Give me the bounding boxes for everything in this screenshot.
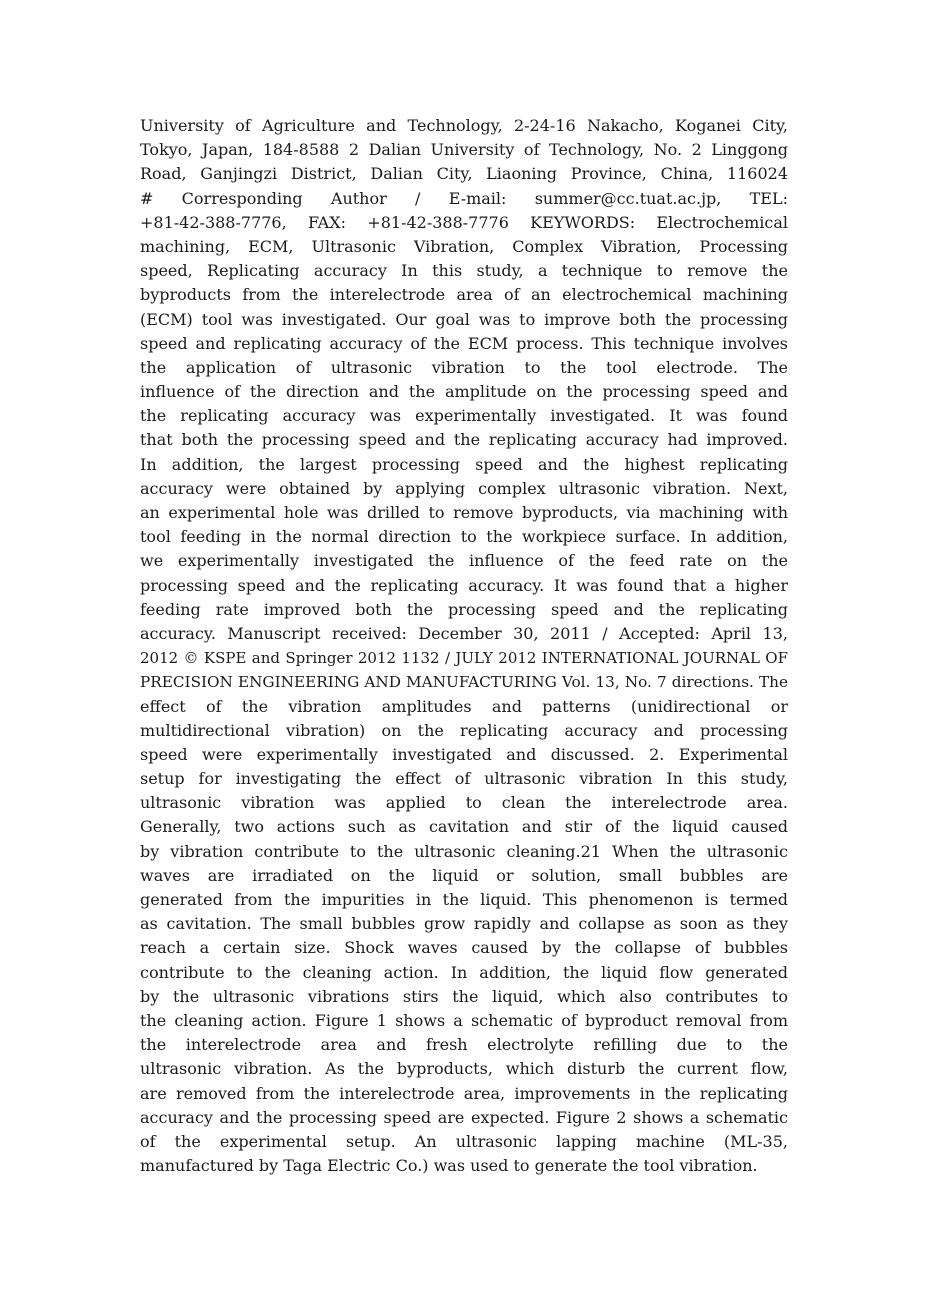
text-line: In addition, the largest processing speed and the highest replicating xyxy=(140,454,788,474)
text-line: processing speed and the replicating accuracy. It was found that a higher xyxy=(140,575,788,595)
text-line: waves are irradiated on the liquid or solution, small bubbles are xyxy=(140,865,788,885)
text-line: an experimental hole was drilled to remove byproducts, via machining with xyxy=(140,503,788,522)
text-line: University of Agriculture and Technology, 2-24-16 Nakacho, Koganei City, xyxy=(140,116,788,135)
text-line: speed, Replicating accuracy In this study, a technique to remove the xyxy=(140,261,788,281)
text-line: the application of ultrasonic vibration to the tool electrode. The xyxy=(140,357,788,377)
text-line: contribute to the cleaning action. In addition, the liquid flow generated xyxy=(140,962,788,982)
text-line: ultrasonic vibration was applied to clean the interelectrode area. xyxy=(140,793,788,813)
text-line: we experimentally investigated the influence of the feed rate on the xyxy=(140,551,788,571)
text-line: ultrasonic vibration. As the byproducts, which disturb the current flow, xyxy=(140,1059,788,1079)
text-line: multidirectional vibration) on the replicating accuracy and processing xyxy=(140,720,788,740)
text-line: accuracy and the processing speed are expected. Figure 2 shows a schematic xyxy=(140,1107,788,1127)
text-line: Road, Ganjingzi District, Dalian City, Liaoning Province, China, 116024 xyxy=(140,164,788,184)
text-line: PRECISION ENGINEERING AND MANUFACTURING Vol. 13, No. 7 directions. The xyxy=(140,673,788,692)
text-line: the cleaning action. Figure 1 shows a schematic of byproduct removal from xyxy=(140,1010,788,1030)
text-line: setup for investigating the effect of ultrasonic vibration In this study, xyxy=(140,769,788,789)
text-line: manufactured by Taga Electric Co.) was used to generate the tool vibration. xyxy=(140,1156,758,1176)
text-line: +81-42-388-7776, FAX: +81-42-388-7776 KEYWORDS: Electrochemical xyxy=(140,212,788,232)
text-line: tool feeding in the normal direction to the workpiece surface. In addition, xyxy=(140,527,788,547)
text-line: accuracy were obtained by applying complex ultrasonic vibration. Next, xyxy=(140,478,788,498)
text-line: 2012 © KSPE and Springer 2012 1132 / JULY 2012 INTERNATIONAL JOURNAL OF xyxy=(140,649,788,668)
text-line: reach a certain size. Shock waves caused by the collapse of bubbles xyxy=(140,938,788,958)
text-line: that both the processing speed and the replicating accuracy had improved. xyxy=(140,430,788,450)
text-line: of the experimental setup. An ultrasonic lapping machine (ML-35, xyxy=(140,1131,788,1151)
text-line: speed and replicating accuracy of the ECM process. This technique involves xyxy=(140,333,788,353)
text-line: Tokyo, Japan, 184-8588 2 Dalian University of Technology, No. 2 Linggong xyxy=(140,140,788,160)
text-line: speed were experimentally investigated and discussed. 2. Experimental xyxy=(140,744,788,764)
text-line: accuracy. Manuscript received: December 30, 2011 / Accepted: April 13, xyxy=(140,623,788,643)
text-line: by vibration contribute to the ultrasonic cleaning.21 When the ultrasonic xyxy=(140,841,788,861)
text-line: generated from the impurities in the liquid. This phenomenon is termed xyxy=(140,890,788,909)
text-line: Generally, two actions such as cavitation and stir of the liquid caused xyxy=(140,817,788,837)
text-line: machining, ECM, Ultrasonic Vibration, Complex Vibration, Processing xyxy=(140,236,788,256)
text-line: byproducts from the interelectrode area of an electrochemical machining xyxy=(140,285,788,305)
text-line: by the ultrasonic vibrations stirs the liquid, which also contributes to xyxy=(140,986,788,1006)
text-line: # Corresponding Author / E-mail: summer@cc.tuat.ac.jp, TEL: xyxy=(140,188,788,208)
text-line: as cavitation. The small bubbles grow rapidly and collapse as soon as they xyxy=(140,914,788,934)
document-body xyxy=(140,114,788,1178)
text-line: effect of the vibration amplitudes and patterns (unidirectional or xyxy=(140,696,788,716)
text-line: influence of the direction and the amplitude on the processing speed and xyxy=(140,382,788,402)
text-line: the replicating accuracy was experimentally investigated. It was found xyxy=(140,406,788,426)
text-line: are removed from the interelectrode area, improvements in the replicating xyxy=(140,1083,788,1103)
text-line: the interelectrode area and fresh electrolyte refilling due to the xyxy=(140,1035,788,1055)
text-line: (ECM) tool was investigated. Our goal was to improve both the processing xyxy=(140,309,788,329)
text-line: feeding rate improved both the processing speed and the replicating xyxy=(140,599,788,619)
